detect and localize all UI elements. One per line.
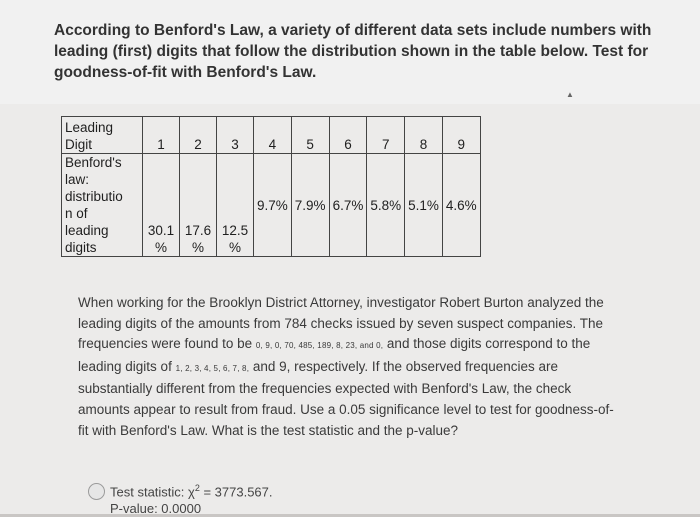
table-row <box>62 154 481 257</box>
statistic-exponent: 2 <box>194 483 200 493</box>
percent-value: 30.1 <box>147 223 175 238</box>
digit-cell: 7 <box>367 117 405 154</box>
paragraph-text: and those digits correspond to the leading digits of <box>78 336 591 374</box>
digit-cell: 4 <box>254 117 292 154</box>
row-header-line: distributio <box>65 189 123 204</box>
percent-cell: 6.7% <box>329 154 367 257</box>
digit-cell: 5 <box>291 117 329 154</box>
digit-cell: 1 <box>143 117 180 154</box>
statistic-value: = 3773.567. <box>199 484 273 500</box>
benford-table <box>61 116 481 257</box>
radio-button[interactable] <box>88 483 105 500</box>
digit-cell: 2 <box>180 117 217 154</box>
problem-paragraph <box>78 293 623 441</box>
answer-option-text <box>110 480 273 517</box>
digit-cell: 3 <box>217 117 254 154</box>
percent-cell <box>217 154 254 257</box>
percent-cell: 4.6% <box>442 154 480 257</box>
digit-list: 1, 2, 3, 4, 5, 6, 7, 8, <box>175 363 250 373</box>
percent-sign: % <box>191 240 204 255</box>
percent-value: 12.5 <box>221 223 249 238</box>
row-header-line: n of <box>65 206 88 221</box>
answer-line-pvalue: P-value: 0.0000 <box>110 501 202 517</box>
percent-cell <box>143 154 180 257</box>
statistic-label: Test statistic: χ <box>110 484 195 500</box>
digit-cell: 6 <box>329 117 367 154</box>
percent-sign: % <box>228 240 241 255</box>
row-header-line: law: <box>65 172 90 187</box>
row-header-leading-digit <box>62 117 143 154</box>
row-header-line: Leading <box>65 120 114 135</box>
paragraph-text: When working for the Brooklyn District Attorney, investigator Robert Burton analyzed the leading digits of the amounts from 784 checks issued by seven suspect companies. The frequencies were found to be <box>78 295 604 352</box>
table-row <box>62 117 481 154</box>
row-header-line: leading <box>65 223 109 238</box>
question-text: According to Benford's Law, a variety of different data sets include numbers with leading (first) digits that follow the distribution shown in the table below. Test for goodness-of-fit with Benford's Law. <box>54 22 652 81</box>
paragraph-text: and 9, respectively. If the observed frequencies are substantially different from the frequencies expected with Benford's Law, the check amounts appear to result from fraud. Use a 0.05 significance level to test for goodness-of-fit with Benford's Law. What is the test statistic and the p-value? <box>78 358 614 438</box>
row-header-line: Benford's <box>65 155 122 170</box>
row-header-line: digits <box>65 240 97 255</box>
percent-cell: 9.7% <box>254 154 292 257</box>
answer-option[interactable] <box>88 480 348 517</box>
percent-cell <box>180 154 217 257</box>
row-header-benford-distribution <box>62 154 143 257</box>
percent-value: 17.6 <box>184 223 212 238</box>
digit-cell: 9 <box>442 117 480 154</box>
percent-cell: 5.8% <box>367 154 405 257</box>
percent-cell: 5.1% <box>405 154 443 257</box>
digit-cell: 8 <box>405 117 443 154</box>
percent-cell: 7.9% <box>291 154 329 257</box>
row-header-line: Digit <box>65 137 93 152</box>
cursor-caret-icon: ▲ <box>566 90 574 99</box>
answer-line-statistic <box>110 480 273 500</box>
frequency-list: 0, 9, 0, 70, 485, 189, 8, 23, and 0, <box>255 341 384 351</box>
percent-sign: % <box>154 240 167 255</box>
